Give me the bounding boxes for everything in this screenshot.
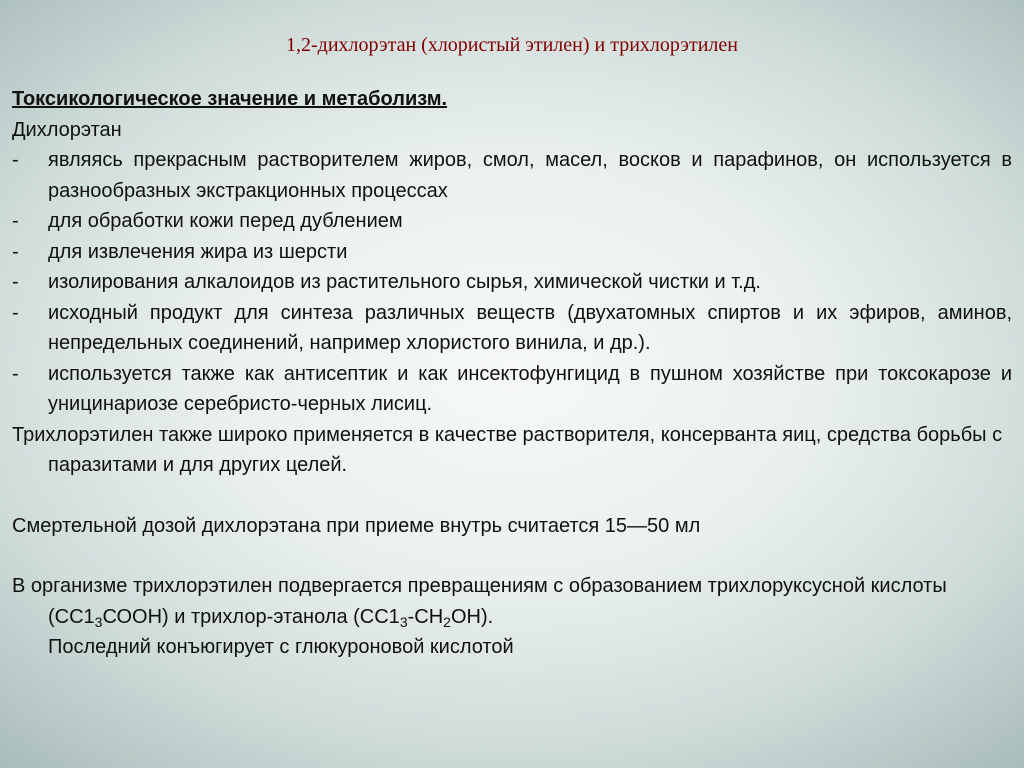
- metabolism-paragraph: [12, 571, 1012, 663]
- list-item-text: являясь прекрасным растворителем жиров, смол, масел, восков и парафинов, он используется в разнообразных экстракционных процессах: [48, 149, 1012, 202]
- list-item-text: для обработки кожи перед дублением: [48, 210, 403, 232]
- bullet-dash: -: [12, 271, 19, 293]
- bullet-dash: -: [12, 362, 19, 385]
- list-item-text: исходный продукт для синтеза различных веществ (двухатомных спиртов и их эфиров, аминов, непредельных соединений, например хлористого винила, и др.).: [48, 301, 1012, 354]
- subscript-1: 3: [94, 613, 103, 630]
- lethal-dose-paragraph: Смертельной дозой дихлорэтана при приеме внутрь считается 15—50 мл: [12, 514, 701, 537]
- list-item: [12, 298, 1012, 359]
- metabolism-text-2: СООН) и трихлор-этанола (СС1: [102, 605, 400, 628]
- metabolism-text-3: -СН: [407, 605, 444, 628]
- bullet-dash: -: [12, 210, 19, 232]
- bullet-dash: -: [12, 301, 19, 324]
- metabolism-text-4: ОН).: [450, 605, 494, 628]
- subscript-3: 2: [443, 613, 451, 630]
- slide-body: [12, 84, 1012, 663]
- list-item-text: используется также как антисептик и как инсектофунгицид в пушном хозяйстве при токсокарозе и уницинариозе серебристо-черных лисиц.: [48, 362, 1012, 415]
- usage-list: [12, 145, 1012, 420]
- list-item: [12, 267, 1012, 298]
- list-item: [12, 206, 1012, 237]
- slide-title: 1,2-дихлорэтан (хлористый этилен) и трихлорэтилен: [286, 34, 738, 56]
- bullet-dash: -: [12, 149, 19, 171]
- list-item: [12, 145, 1012, 206]
- list-item-text: изолирования алкалоидов из растительного сырья, химической чистки и т.д.: [48, 271, 761, 293]
- list-item: [12, 359, 1012, 420]
- subject-label: Дихлорэтан: [12, 118, 122, 141]
- trichloroethylene-paragraph: Трихлорэтилен также широко применяется в качестве растворителя, консерванта яиц, средства борьбы с паразитами и для других целей.: [12, 423, 1003, 476]
- metabolism-text-1: В организме трихлорэтилен подвергается превращениям с образованием трихлоруксусной кислоты (СС1: [12, 575, 947, 628]
- bullet-dash: -: [12, 240, 19, 263]
- metabolism-last-sentence: Последний конъюгирует с глюкуроновой кислотой: [48, 636, 514, 658]
- list-item-text: для извлечения жира из шерсти: [48, 240, 348, 263]
- subscript-2: 3: [399, 613, 408, 630]
- list-item: [12, 237, 1012, 268]
- section-heading: Токсикологическое значение и метаболизм.: [12, 88, 448, 110]
